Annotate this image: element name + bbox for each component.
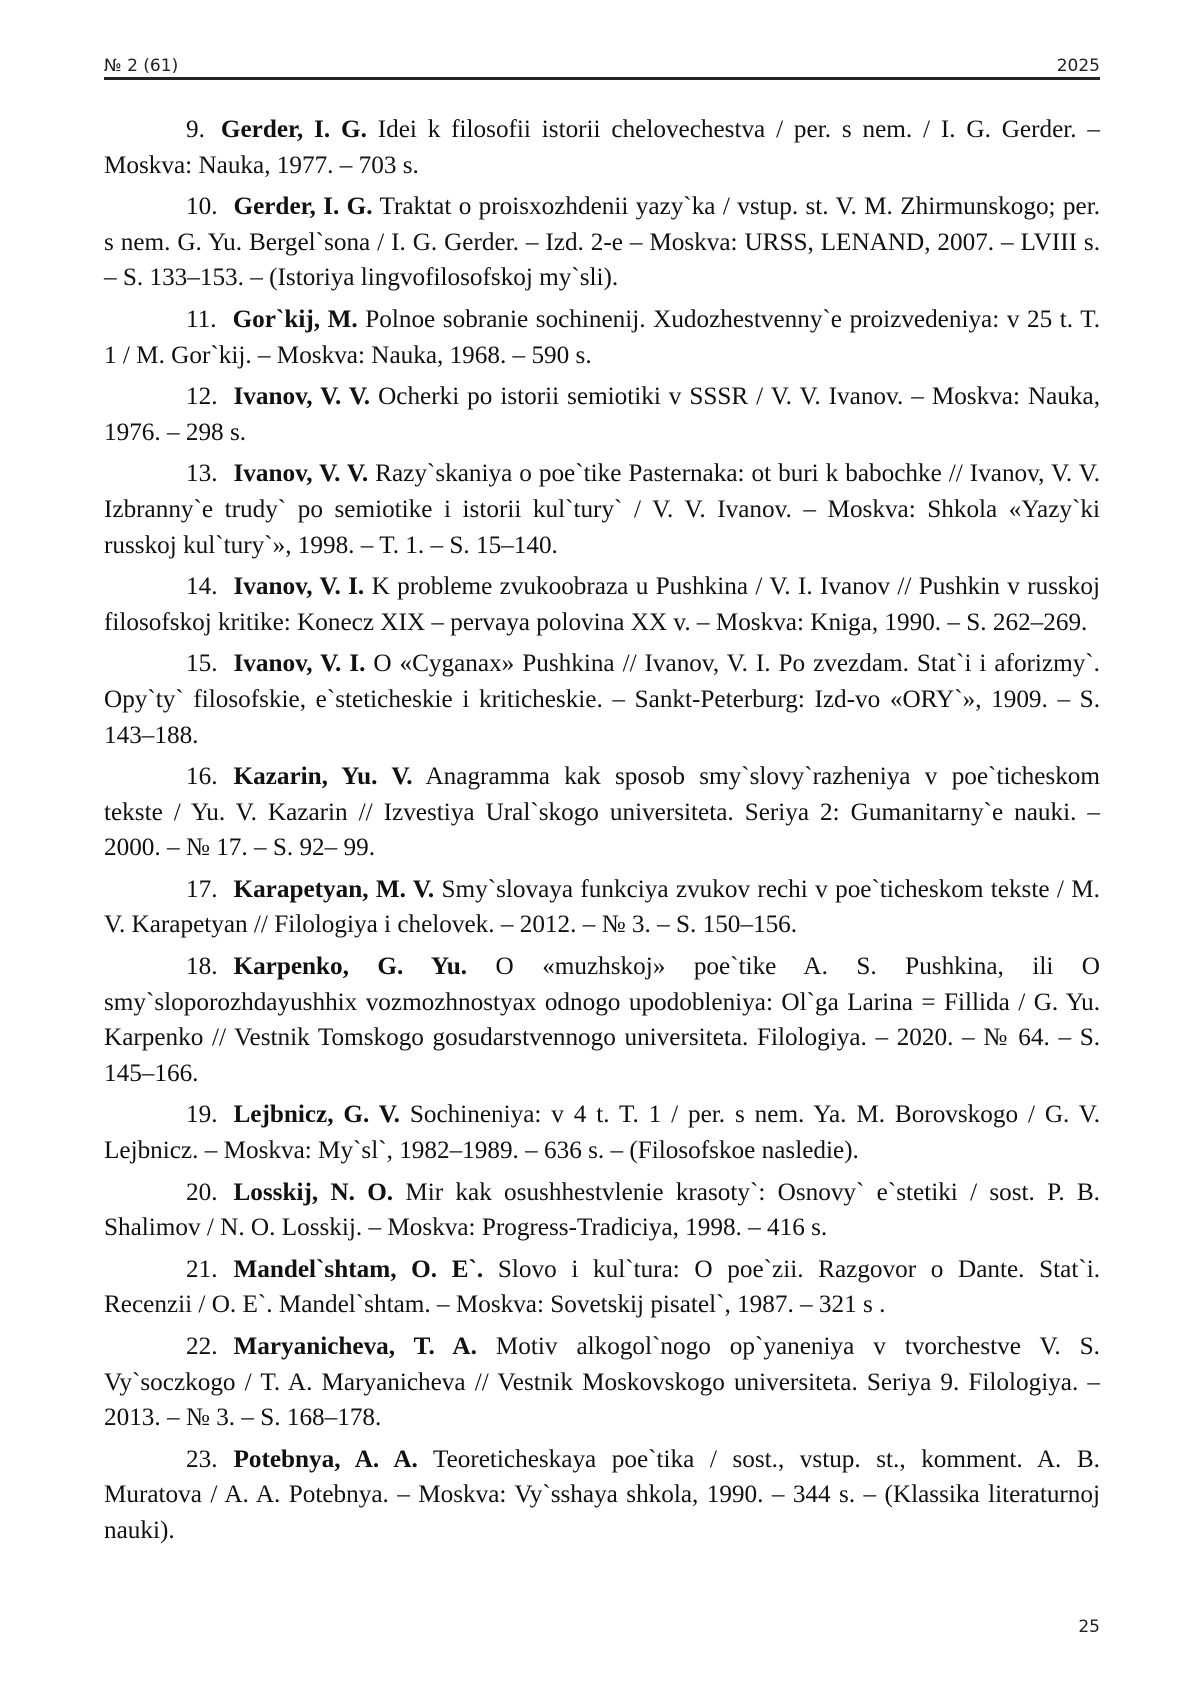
reference-text: Ocherki po istorii semiotiki v SSSR / V. V. Ivanov. – Moskva: Nauka, 1976. – 298 s. <box>104 383 1100 446</box>
reference-text: O «Cyganax» Pushkina // Ivanov, V. I. Po zvezdam. Stat`i i aforizmy`. Opy`ty` filosofskie, e`steticheskie i kriticheskie. – Sankt-Peterburg: Izd-vo «ORY`», 1909. – S. 143–188. <box>104 650 1100 749</box>
reference-author: Potebnya, A. A. <box>233 1445 418 1473</box>
reference-author: Gerder, I. G. <box>220 116 367 143</box>
reference-text: O «muzhskoj» poe`tike A. S. Pushkina, ili O smy`sloporozhdayushhix vozmozhnostyax odnogo upodobleniya: Ol`ga Larina = Fillida / G. Yu. Karpenko // Vestnik Tomskogo gosudarstvennogo universiteta. Filologiya. – 2020. – № 64. – S. 145–166. <box>104 953 1100 1087</box>
reference-text: Smy`slovaya funkciya zvukov rechi v poe`ticheskom tekste / M. V. Karapetyan // Filologiya i chelovek. – 2012. – № 3. – S. 150–156. <box>104 875 1100 939</box>
reference-number: 10. <box>186 193 218 221</box>
reference-item <box>104 302 1100 373</box>
reference-text: Sochineniya: v 4 t. T. 1 / per. s nem. Ya. M. Borovskogo / G. V. Lejbnicz. – Moskva: My`sl`, 1982–1989. – 636 s. – (Filosofskoe nasledie). <box>104 1101 1100 1165</box>
reference-text: Idei k filosofii istorii chelovechestva / per. s nem. / I. G. Gerder. – Moskva: Nauka, 1977. – 703 s. <box>104 116 1100 179</box>
reference-text: Traktat o proisxozhdenii yazy`ka / vstup. st. V. M. Zhirmunskogo; per. s nem. G. Yu. Bergel`sona / I. G. Gerder. – Izd. 2-e – Moskva: URSS, LENAND, 2007. – LVIII s. – S. 133–153. – (Istoriya lingvofilosofskoj my`sli). <box>104 193 1100 292</box>
reference-number: 23. <box>186 1445 218 1473</box>
reference-author: Lejbnicz, G. V. <box>233 1101 400 1129</box>
reference-number: 19. <box>186 1101 218 1129</box>
reference-author: Ivanov, V. I. <box>233 650 366 678</box>
reference-item <box>104 569 1100 640</box>
header-rule <box>104 77 1100 80</box>
reference-number: 14. <box>186 573 218 601</box>
reference-author: Ivanov, V. I. <box>233 573 365 601</box>
reference-number: 16. <box>186 763 218 791</box>
reference-text: Slovo i kul`tura: O poe`zii. Razgovor o Dante. Stat`i. Recenzii / O. E`. Mandel`shtam. – Moskva: Sovetskij pisatel`, 1987. – 321 s . <box>104 1255 1101 1319</box>
reference-author: Gerder, I. G. <box>233 193 373 221</box>
reference-item <box>104 1252 1100 1323</box>
reference-number: 13. <box>186 460 218 488</box>
reference-author: Maryanicheva, T. A. <box>233 1333 477 1360</box>
reference-item <box>104 1442 1100 1549</box>
reference-number: 15. <box>186 650 218 678</box>
reference-text: Polnoe sobranie sochinenij. Xudozhestvenny`e proizvedeniya: v 25 t. T. 1 / M. Gor`kij. – Moskva: Nauka, 1968. – 590 s. <box>104 305 1101 369</box>
reference-author: Karpenko, G. Yu. <box>233 953 468 981</box>
reference-text: Mir kak osushhestvlenie krasoty`: Osnovy` e`stetiki / sost. P. B. Shalimov / N. O. Losskij. – Moskva: Progress-Tradiciya, 1998. – 416 s. <box>104 1178 1100 1242</box>
reference-item <box>104 1175 1100 1246</box>
reference-author: Karapetyan, M. V. <box>233 875 435 903</box>
reference-item <box>104 872 1100 943</box>
reference-item <box>104 379 1100 450</box>
reference-number: 22. <box>186 1333 218 1360</box>
reference-number: 12. <box>186 383 218 411</box>
reference-author: Losskij, N. O. <box>233 1178 394 1206</box>
reference-item <box>104 1329 1100 1436</box>
reference-author: Mandel`shtam, O. E`. <box>233 1255 484 1283</box>
reference-item <box>104 456 1100 563</box>
reference-text: K probleme zvukoobraza u Pushkina / V. I. Ivanov // Pushkin v russkoj filosofskoj kritike: Konecz XIX – pervaya polovina XX v. – Moskva: Kniga, 1990. – S. 262–269. <box>104 573 1100 636</box>
reference-item <box>104 759 1100 866</box>
issue-number: № 2 (61) <box>104 56 179 76</box>
reference-number: 18. <box>186 953 218 981</box>
page-number: 25 <box>1078 1617 1100 1637</box>
reference-number: 20. <box>186 1178 218 1206</box>
reference-number: 9. <box>186 116 205 143</box>
reference-item <box>104 949 1100 1091</box>
year: 2025 <box>1056 56 1100 76</box>
reference-text: Motiv alkogol`nogo op`yaneniya v tvorchestve V. S. Vy`soczkogo / T. A. Maryanicheva // Vestnik Moskovskogo universiteta. Seriya 9. Filologiya. – 2013. – № 3. – S. 168–178. <box>104 1333 1100 1432</box>
reference-author: Gor`kij, M. <box>232 305 358 333</box>
reference-list <box>104 112 1100 1555</box>
reference-number: 17. <box>186 875 218 903</box>
reference-text: Teoreticheskaya poe`tika / sost., vstup. st., komment. A. B. Muratova / A. A. Potebnya. – Moskva: Vy`sshaya shkola, 1990. – 344 s. – (Klassika literaturnoj nauki). <box>104 1445 1100 1544</box>
reference-author: Ivanov, V. V. <box>233 460 369 488</box>
reference-item <box>104 1097 1100 1168</box>
reference-text: Razy`skaniya o poe`tike Pasternaka: ot buri k babochke // Ivanov, V. V. Izbranny`e trudy` po semiotike i istorii kul`tury` / V. V. Ivanov. – Moskva: Shkola «Yazy`ki russkoj kul`tury`», 1998. – T. 1. – S. 15–140. <box>104 460 1100 559</box>
reference-author: Kazarin, Yu. V. <box>233 763 413 791</box>
reference-item <box>104 646 1100 753</box>
reference-item <box>104 112 1100 183</box>
running-header <box>104 48 1100 76</box>
reference-item <box>104 189 1100 296</box>
reference-number: 11. <box>186 305 217 333</box>
reference-text: Anagramma kak sposob smy`slovy`razheniya v poe`ticheskom tekste / Yu. V. Kazarin // Izvestiya Ural`skogo universiteta. Seriya 2: Gumanitarny`e nauki. – 2000. – № 17. – S. 92– 99. <box>104 763 1100 862</box>
reference-author: Ivanov, V. V. <box>233 383 371 411</box>
reference-number: 21. <box>186 1255 218 1283</box>
